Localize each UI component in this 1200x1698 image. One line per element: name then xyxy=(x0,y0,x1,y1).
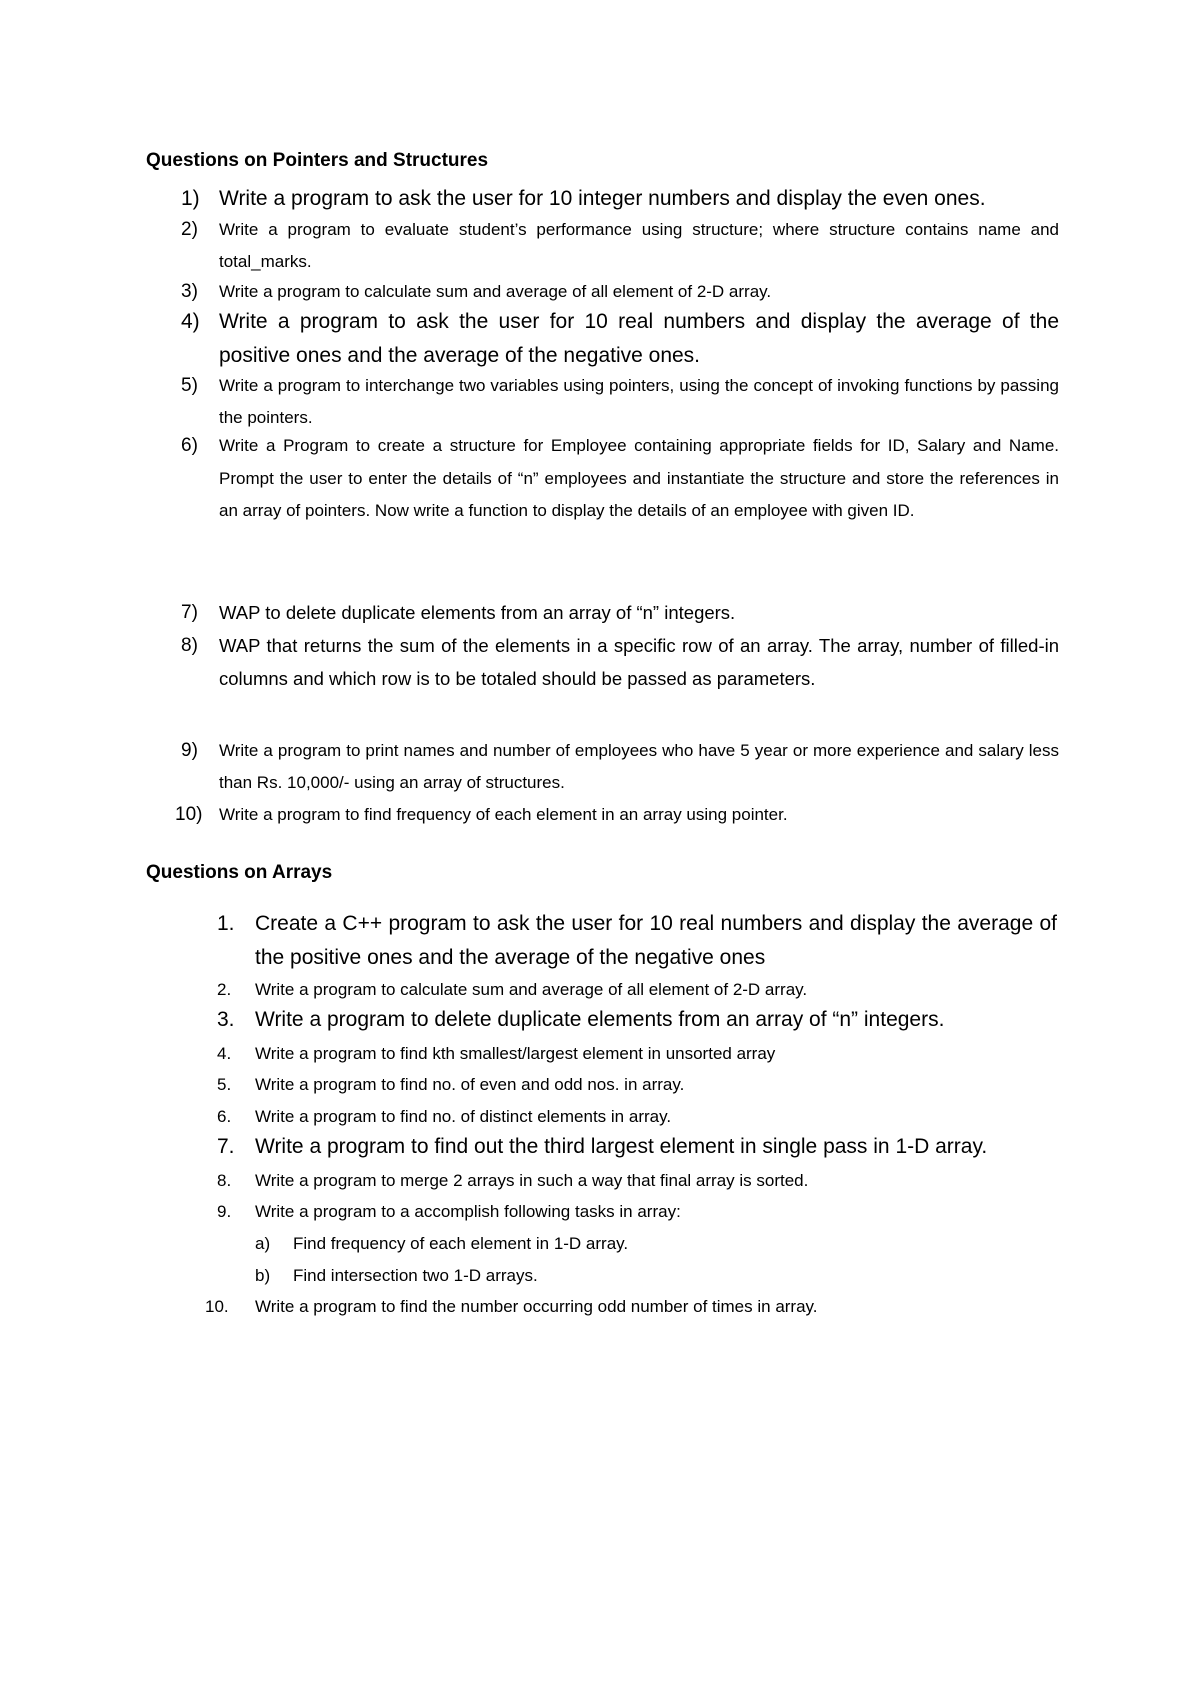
item-number: 8. xyxy=(217,1171,232,1190)
list-item xyxy=(205,1291,1057,1323)
item-number: 9. xyxy=(217,1202,232,1221)
item-number: 9) xyxy=(181,740,198,761)
item-letter: b) xyxy=(255,1266,271,1285)
item-text: Write a program to print names and number of employees who have 5 year or more experience and salary less than Rs. 10,000/- using an array of structures. xyxy=(219,741,1059,792)
item-text: Write a program to delete duplicate elements from an array of “n” integers. xyxy=(255,1008,945,1031)
item-text: Write a program to a accomplish following tasks in array: xyxy=(255,1202,681,1221)
item-text: Write a program to ask the user for 10 real numbers and display the average of the positive ones and the average of the negative ones. xyxy=(219,310,1059,367)
item-text: Write a program to find the number occurring odd number of times in array. xyxy=(255,1297,818,1316)
list-item xyxy=(217,1196,1057,1228)
item-text: Write a program to find frequency of each element in an array using pointer. xyxy=(219,805,788,824)
item-number: 2. xyxy=(217,980,232,999)
item-number: 5. xyxy=(217,1075,232,1094)
list-item xyxy=(217,974,1057,1006)
item-number: 1. xyxy=(217,912,235,935)
item-text: Write a program to evaluate student’s performance using structure; where structure contains name and total_marks. xyxy=(219,220,1059,271)
sub-list-item xyxy=(255,1260,1053,1292)
item-number: 6) xyxy=(181,435,198,456)
item-number: 3. xyxy=(217,1008,235,1031)
item-text: Write a program to calculate sum and average of all element of 2-D array. xyxy=(219,282,772,301)
item-number: 2) xyxy=(181,219,198,240)
item-text: Write a program to interchange two variables using pointers, using the concept of invoking functions by passing the pointers. xyxy=(219,376,1059,427)
item-text: Write a program to ask the user for 10 integer numbers and display the even ones. xyxy=(219,187,986,210)
section-heading-arrays: Questions on Arrays xyxy=(146,862,333,883)
item-letter: a) xyxy=(255,1234,271,1253)
item-number: 3) xyxy=(181,281,198,302)
item-number: 7) xyxy=(181,602,198,623)
sub-list-item xyxy=(255,1228,1053,1260)
list-item xyxy=(181,276,1059,308)
list-item xyxy=(181,305,1059,373)
item-number: 6. xyxy=(217,1107,232,1126)
list-item xyxy=(181,596,1059,629)
item-text: Find intersection two 1-D arrays. xyxy=(293,1266,538,1285)
list-item xyxy=(217,1101,1057,1133)
list-item xyxy=(181,629,1059,695)
item-text: WAP to delete duplicate elements from an array of “n” integers. xyxy=(219,602,736,623)
item-number: 4. xyxy=(217,1044,232,1063)
list-item xyxy=(181,370,1059,434)
list-item xyxy=(217,1003,1057,1037)
section-heading-pointers-structures: Questions on Pointers and Structures xyxy=(146,150,489,171)
list-item xyxy=(181,214,1059,278)
item-number: 10) xyxy=(175,804,203,825)
item-text: Write a program to calculate sum and average of all element of 2-D array. xyxy=(255,980,808,999)
item-number: 7. xyxy=(217,1135,235,1158)
list-item xyxy=(181,182,1059,216)
item-number: 10. xyxy=(205,1297,229,1316)
item-text: Write a program to find kth smallest/largest element in unsorted array xyxy=(255,1044,776,1063)
item-text: Write a program to find no. of distinct elements in array. xyxy=(255,1107,672,1126)
item-number: 4) xyxy=(181,310,200,333)
item-number: 1) xyxy=(181,187,200,210)
item-text: WAP that returns the sum of the elements in a specific row of an array. The array, number of filled-in columns and which row is to be totaled should be passed as parameters. xyxy=(219,635,1059,689)
item-text: Write a program to merge 2 arrays in such a way that final array is sorted. xyxy=(255,1171,809,1190)
list-item xyxy=(175,799,1059,831)
list-item xyxy=(217,907,1057,975)
list-item xyxy=(217,1130,1057,1164)
list-item xyxy=(181,430,1059,528)
item-number: 8) xyxy=(181,635,198,656)
item-text: Write a program to find no. of even and odd nos. in array. xyxy=(255,1075,685,1094)
list-item xyxy=(181,735,1059,799)
item-text: Write a program to find out the third largest element in single pass in 1-D array. xyxy=(255,1135,988,1158)
item-text: Create a C++ program to ask the user for 10 real numbers and display the average of the positive ones and the average of the negative ones xyxy=(255,912,1057,969)
item-number: 5) xyxy=(181,375,198,396)
list-item xyxy=(217,1069,1057,1101)
list-item xyxy=(217,1165,1057,1197)
list-item xyxy=(217,1038,1057,1070)
item-text: Write a Program to create a structure for Employee containing appropriate fields for ID, Salary and Name. Prompt the user to enter the details of “n” employees and instantiate the structure and store the references in an array of pointers. Now write a function to display the details of an employee with given ID. xyxy=(219,436,1059,520)
item-text: Find frequency of each element in 1-D array. xyxy=(293,1234,629,1253)
